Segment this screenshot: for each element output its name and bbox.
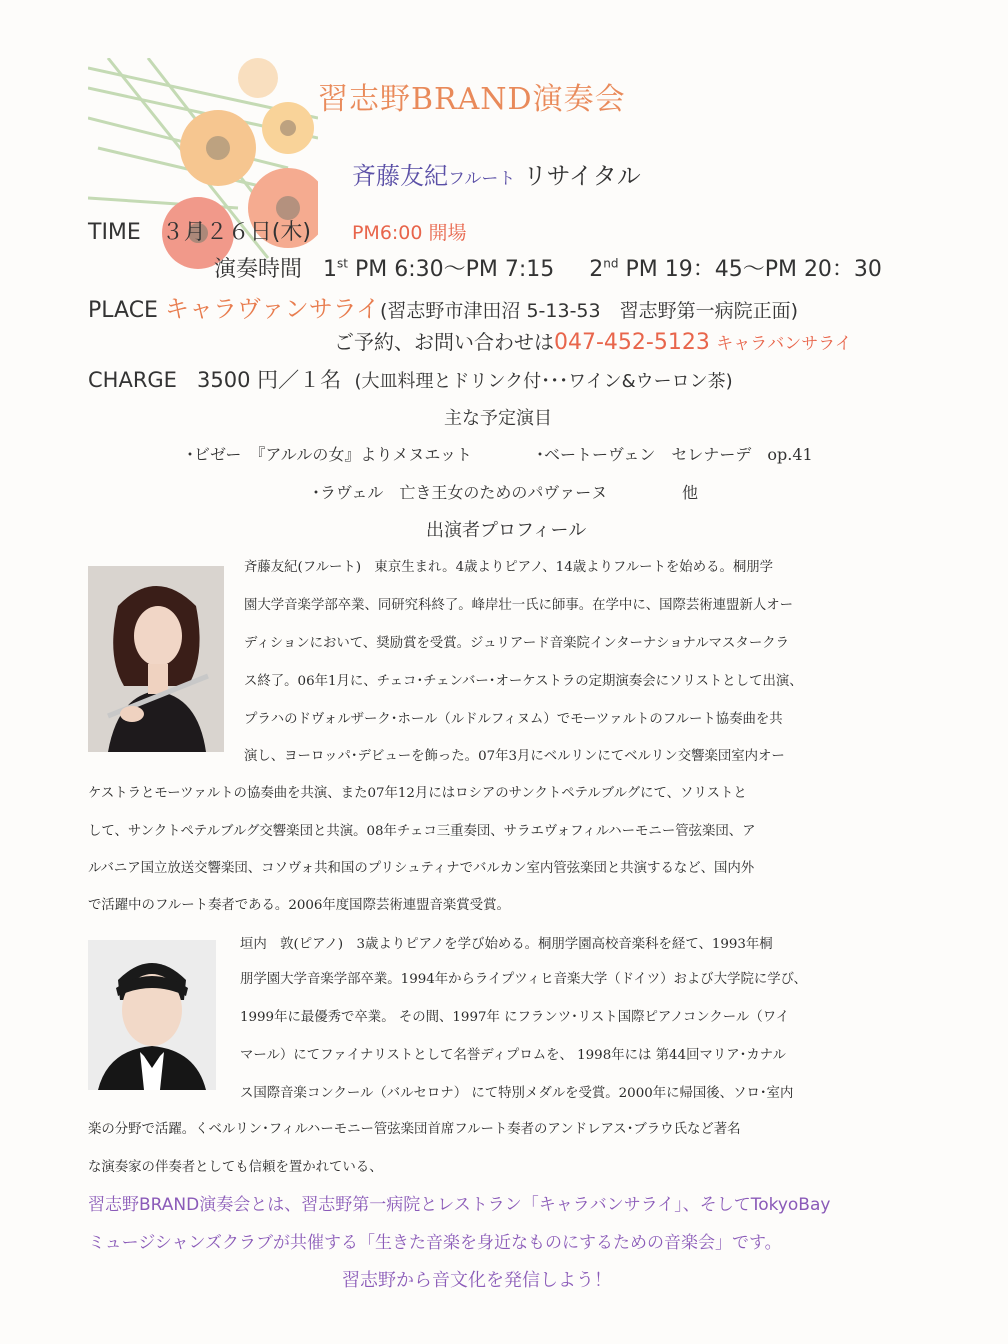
bio-line: 演し、ヨーロッパ･デビューを飾った。07年3月にベルリンにてベルリン交響楽団室内オー bbox=[244, 749, 785, 764]
event-date: ３月２６日(木) bbox=[161, 220, 311, 245]
bio-line: 園大学音楽学部卒業、同研究科終了。峰岸壮一氏に師事。在学中に、国際芸術連盟新人オー bbox=[244, 598, 794, 613]
charge-note: (大皿料理とドリンク付･･･ワイン&ウーロン茶) bbox=[354, 371, 733, 392]
bio-line: 垣内 敦(ピアノ) 3歳よりピアノを学び始める。桐朋学園高校音楽科を経て、1993年桐 bbox=[240, 937, 773, 952]
doors-open: PM6:00 開場 bbox=[351, 222, 467, 244]
program-item-ravel: ･ラヴェル 亡き王女のためのパヴァーヌ bbox=[312, 483, 608, 502]
program-item-bizet: ･ビゼー 『アルルの女』よりメヌエット bbox=[186, 445, 473, 464]
recital-label: リサイタル bbox=[522, 162, 641, 190]
concert-title: 習志野BRAND演奏会 bbox=[318, 82, 626, 117]
bio-line: 楽の分野で活躍。くベルリン･フィルハーモニー管弦楽団首席フルート奏者のアンドレアス･ブラウ氏など著名 bbox=[88, 1122, 741, 1137]
bio-line: ディションにおいて、奨励賞を受賞。ジュリアード音楽院インターナショナルマスタークラ bbox=[244, 636, 789, 651]
bio-line: 1999年に最優秀で卒業。 その間、1997年 にフランツ･リスト国際ピアノコンクール（ワイ bbox=[240, 1010, 790, 1025]
charge-row bbox=[88, 364, 733, 394]
recital-subtitle bbox=[352, 156, 641, 191]
first-set-time: PM 6:30～PM 7:15 bbox=[354, 257, 555, 282]
time-label: TIME bbox=[88, 220, 141, 245]
performer-name: 斉藤友紀 bbox=[352, 162, 448, 190]
time-row bbox=[88, 215, 467, 246]
instrument-label: フルート bbox=[448, 169, 516, 189]
closing-line-1: 習志野BRAND演奏会とは、習志野第一病院とレストラン「キャラバンサライ」、そしてTokyoBay bbox=[88, 1195, 831, 1215]
bio-line: な演奏家の伴奏者としても信頼を置かれている、 bbox=[88, 1160, 383, 1175]
bio-line: マール）にてファイナリストとして名誉ディプロムを、 1998年には 第44回マリア･カナル bbox=[240, 1048, 786, 1063]
place-row bbox=[88, 289, 798, 324]
venue-name: キャラヴァンサライ bbox=[164, 295, 380, 323]
slogan: 習志野から音文化を発信しよう！ bbox=[342, 1270, 612, 1291]
performance-times bbox=[214, 252, 882, 283]
second-set-time: PM 19：45～PM 20：30 bbox=[625, 257, 882, 282]
bio-line: して、サンクトペテルブルグ交響楽団と共演。08年チェコ三重奏団、サラエヴォフィルハーモニー管弦楽団、ア bbox=[88, 824, 756, 839]
bio-line: プラハのドヴォルザーク･ホール（ルドルフィヌム）でモーツァルトのフルート協奏曲を共 bbox=[244, 712, 783, 727]
second-set-ordinal: 2 bbox=[589, 257, 604, 282]
pianist-photo bbox=[88, 940, 216, 1090]
second-set-suffix: nd bbox=[603, 256, 619, 271]
venue-address: (習志野市津田沼 5-13-53 習志野第一病院正面) bbox=[380, 300, 799, 322]
place-label: PLACE bbox=[88, 298, 158, 323]
bio-line: 斉藤友紀(フルート) 東京生まれ。4歳よりピアノ、14歳よりフルートを始める。桐朋学 bbox=[244, 560, 774, 575]
bio-line: ルバニア国立放送交響楽団、コソヴォ共和国のプリシュティナでバルカン室内管弦楽団と共演するなど、国内外 bbox=[88, 861, 755, 876]
first-set-suffix: st bbox=[337, 256, 348, 271]
reservation-venue: キャラバンサライ bbox=[716, 334, 852, 354]
perf-label: 演奏時間 bbox=[214, 257, 303, 282]
bio-line: で活躍中のフルート奏者である。2006年度国際芸術連盟音楽賞受賞。 bbox=[88, 898, 510, 913]
program-heading: 主な予定演目 bbox=[444, 408, 552, 429]
flutist-photo bbox=[88, 566, 224, 752]
first-set-ordinal: 1 bbox=[323, 257, 337, 282]
program-etc: 他 bbox=[682, 483, 699, 502]
closing-line-2: ミュージシャンズクラブが共催する「生きた音楽を身近なものにするための音楽会」です。 bbox=[88, 1233, 782, 1253]
reservation-row bbox=[334, 326, 852, 355]
phone-number: 047-452-5123 bbox=[554, 330, 710, 355]
bio-line: ケストラとモーツァルトの協奏曲を共演、また07年12月にはロシアのサンクトペテルブルグにて、ソリストと bbox=[88, 786, 747, 801]
charge-label: CHARGE bbox=[88, 368, 177, 392]
profile-heading: 出演者プロフィール bbox=[426, 520, 587, 541]
program-item-beethoven: ･ベートーヴェン セレナーデ op.41 bbox=[536, 445, 813, 464]
bio-line: 朋学園大学音楽学部卒業。1994年からライプツィヒ音楽大学（ドイツ）および大学院に学び、 bbox=[240, 972, 807, 987]
reservation-text: ご予約、お問い合わせは bbox=[334, 330, 554, 354]
bio-line: ス終了。06年1月に、チェコ･チェンバー･オーケストラの定期演奏会にソリストとして出演、 bbox=[244, 674, 803, 689]
bio-line: ス国際音楽コンクール（バルセロナ） にて特別メダルを受賞。2000年に帰国後、ソロ･室内 bbox=[240, 1086, 794, 1101]
charge-price: 3500 円／１名 bbox=[196, 368, 342, 392]
